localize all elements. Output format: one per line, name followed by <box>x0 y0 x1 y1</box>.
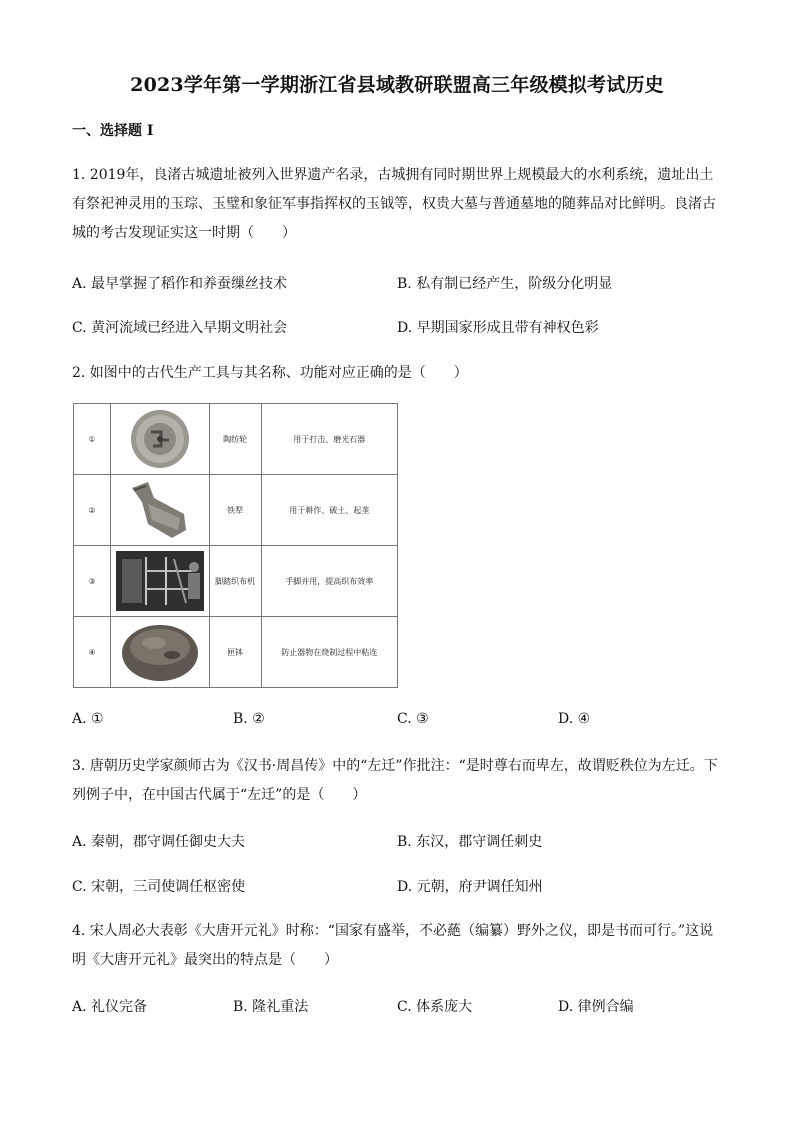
tool-name: 脚踏织布机 <box>209 546 261 617</box>
q1-option-d[interactable]: D. 早期国家形成且带有神权色彩 <box>397 320 599 336</box>
tool-name: 陶纺轮 <box>209 404 261 475</box>
table-row <box>74 617 398 688</box>
q1-option-c[interactable]: C. 黄河流域已经进入早期文明社会 <box>72 320 288 336</box>
tool-function: 手脚并用，提高织布效率 <box>261 546 397 617</box>
q4-option-a[interactable]: A. 礼仪完备 <box>72 999 148 1015</box>
tool-function: 防止器物在烧制过程中粘连 <box>261 617 397 688</box>
row-number: ② <box>74 475 111 546</box>
tool-function: 用于耕作、破土、起垄 <box>261 475 397 546</box>
q4-option-b[interactable]: B. 隆礼重法 <box>233 999 309 1015</box>
q2-option-d[interactable]: D. ④ <box>558 711 591 727</box>
row-number: ④ <box>74 617 111 688</box>
tools-table <box>73 403 398 688</box>
iron-plow-image <box>110 475 209 546</box>
row-number: ① <box>74 404 111 475</box>
tool-name: 铁犁 <box>209 475 261 546</box>
section-heading: 一、选择题 I <box>72 123 154 139</box>
q3-option-d[interactable]: D. 元朝，府尹调任知州 <box>397 879 543 895</box>
q4-option-d[interactable]: D. 律例合编 <box>558 999 634 1015</box>
q3-option-c[interactable]: C. 宋朝，三司使调任枢密使 <box>72 879 246 895</box>
table-row <box>74 404 398 475</box>
question-2-stem: 2. 如图中的古代生产工具与其名称、功能对应正确的是（ ） <box>72 365 468 381</box>
spindle-whorl-image <box>110 404 209 475</box>
page-title: 2023学年第一学期浙江省县域教研联盟高三年级模拟考试历史 <box>130 74 664 96</box>
question-1-stem: 1. 2019年，良渚古城遗址被列入世界遗产名录，古城拥有同时期世界上规模最大的水利系统，遗址出土有祭祀神灵用的玉琮、玉璧和象征军事指挥权的玉钺等，权贵大墓与普通墓地的随葬品对比鲜明。良渚古城的考古发现证实这一时期（ ） <box>72 167 716 241</box>
q1-option-b[interactable]: B. 私有制已经产生，阶级分化明显 <box>397 276 613 292</box>
tool-name: 匣钵 <box>209 617 261 688</box>
q3-option-a[interactable]: A. 秦朝，郡守调任御史大夫 <box>72 834 246 850</box>
q2-option-b[interactable]: B. ② <box>233 711 265 727</box>
question-4-stem: 4. 宋人周必大表彰《大唐开元礼》时称：“国家有盛举，不必蕝（编纂）野外之仪，即是书而可行。”这说明《大唐开元礼》最突出的特点是（ ） <box>72 923 714 968</box>
q3-option-b[interactable]: B. 东汉，郡守调任刺史 <box>397 834 543 850</box>
row-number: ③ <box>74 546 111 617</box>
q1-option-a[interactable]: A. 最早掌握了稻作和养蚕缫丝技术 <box>72 276 288 292</box>
question-3-stem: 3. 唐朝历史学家颜师古为《汉书·周昌传》中的“左迁”作批注：“是时尊右而卑左，故谓贬秩位为左迁。下列例子中，在中国古代属于“左迁”的是（ ） <box>72 758 718 803</box>
q2-option-a[interactable]: A. ① <box>72 711 104 727</box>
q4-option-c[interactable]: C. 体系庞大 <box>397 999 473 1015</box>
table-row <box>74 546 398 617</box>
treadle-loom-image <box>110 546 209 617</box>
tool-function: 用于打击、磨光石器 <box>261 404 397 475</box>
table-row <box>74 475 398 546</box>
q2-option-c[interactable]: C. ③ <box>397 711 429 727</box>
saggar-image <box>110 617 209 688</box>
